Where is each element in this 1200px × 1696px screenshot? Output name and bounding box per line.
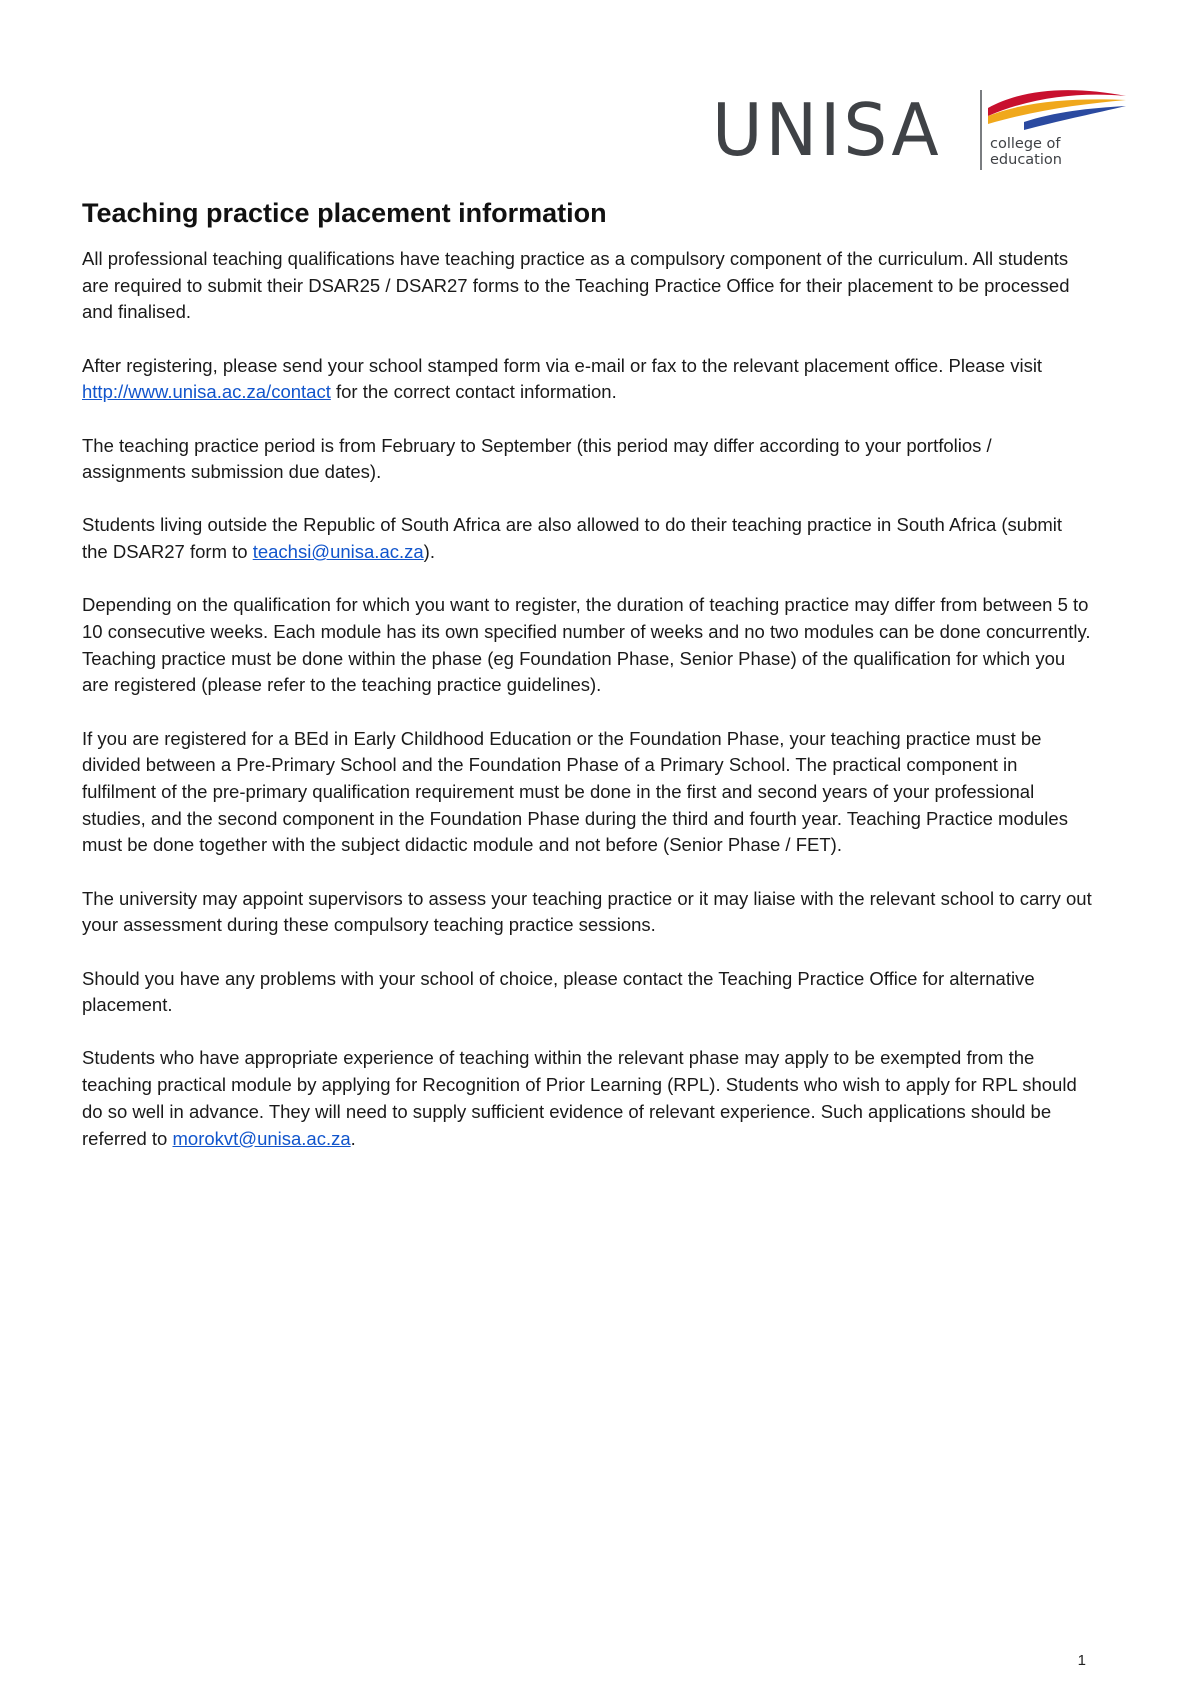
paragraph-problems: Should you have any problems with your school of choice, please contact the Teaching Practice Office for alternative placement. xyxy=(82,967,1035,1016)
logo-subtitle xyxy=(990,136,1062,168)
paragraph-text: After registering, please send your school stamped form via e-mail or fax to the relevant placement office. Please visit xyxy=(82,354,1043,376)
paragraph-supervisors: The university may appoint supervisors to assess your teaching practice or it may liaise with the relevant school to carry out your assessment during these compulsory teaching practice sessions. xyxy=(82,887,1092,936)
page-title: Teaching practice placement information xyxy=(82,198,607,228)
paragraph-requirements: All professional teaching qualifications have teaching practice as a compulsory component of the curriculum. All students are required to submit their DSAR25 / DSAR27 forms to the Teaching Practice Office for their placement to be processed and finalised. xyxy=(82,248,1070,323)
paragraph-bed-ece: If you are registered for a BEd in Early Childhood Education or the Foundation Phase, your teaching practice must be divided between a Pre-Primary School and the Foundation Phase of a Primary School. The practical component in fulfilment of the pre-primary qualification requirement must be done in the first and second years of your professional studies, and the second component in the Foundation Phase during the third and fourth year. Teaching Practice modules must be done together with the subject didactic module and not before (Senior Phase / FET). xyxy=(82,727,1068,856)
paragraph-period: The teaching practice period is from February to September (this period may differ according to your portfolios / assignments submission due dates). xyxy=(82,434,992,483)
logo-subtitle-line1: college of xyxy=(990,136,1061,152)
paragraph-text: for the correct contact information. xyxy=(330,381,617,403)
logo-wordmark: UNISA xyxy=(712,88,942,172)
document-body xyxy=(82,196,1092,1179)
page-number: 1 xyxy=(1077,1652,1086,1669)
logo-subtitle-line2: education xyxy=(990,152,1062,168)
paragraph-text: Students living outside the Republic of South Africa are also allowed to do their teaching practice in South Africa (submit the DSAR27 form to xyxy=(82,514,1063,563)
paragraph-text: . xyxy=(350,1127,356,1149)
morokvt-email-link[interactable]: morokvt@unisa.ac.za xyxy=(172,1127,351,1149)
swoosh-icon xyxy=(984,86,1130,136)
teachsi-email-link[interactable]: teachsi@unisa.ac.za xyxy=(252,541,424,563)
paragraph-outside-rsa xyxy=(82,512,1092,565)
paragraph-after-registering xyxy=(82,353,1092,406)
logo-divider xyxy=(980,90,982,170)
paragraph-duration: Depending on the qualification for which you want to register, the duration of teaching practice may differ from between 5 to 10 consecutive weeks. Each module has its own specified number of weeks and no two modules can be done concurrently. Teaching practice must be done within the phase (eg Foundation Phase, Senior Phase) of the qualification for which you are registered (please refer to the teaching practice guidelines). xyxy=(82,594,1091,696)
paragraph-text: Students who have appropriate experience of teaching within the relevant phase may apply to be exempted from the teaching practical module by applying for Recognition of Prior Learning (RPL). Students who wish to apply for RPL should do so well in advance. They will need to supply sufficient evidence of relevant experience. Such applications should be referred to xyxy=(82,1047,1077,1149)
contact-link[interactable]: http://www.unisa.ac.za/contact xyxy=(82,381,331,403)
paragraph-text: ). xyxy=(423,541,435,563)
unisa-logo xyxy=(712,86,1128,176)
paragraph-rpl xyxy=(82,1045,1092,1152)
